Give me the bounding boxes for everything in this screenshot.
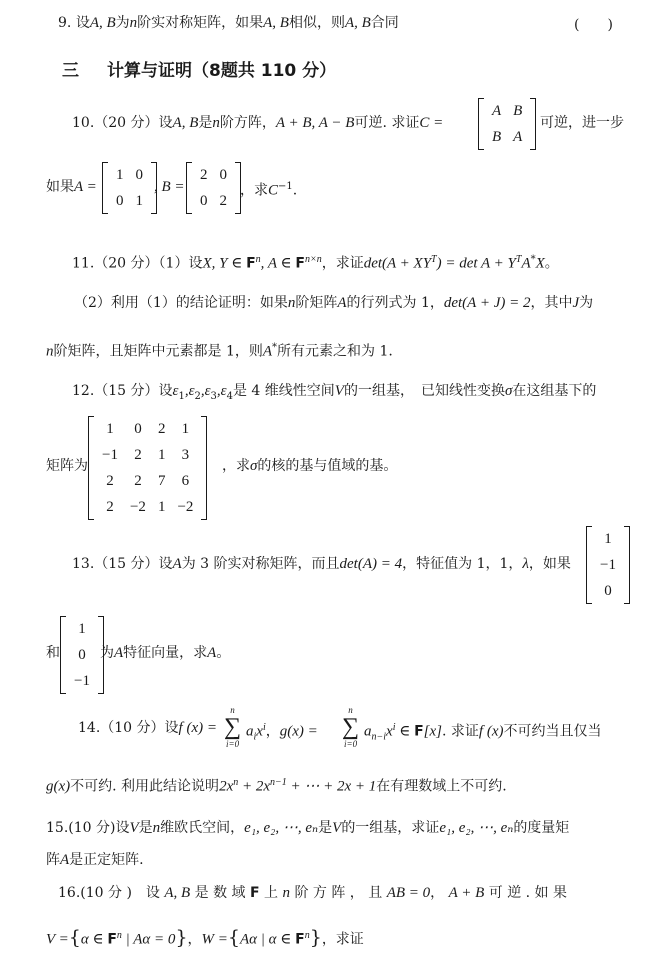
matrix-cell: B bbox=[513, 102, 523, 119]
matrix-cell: 1 bbox=[157, 446, 166, 463]
section-heading bbox=[62, 56, 336, 81]
matrix-cell: −2 bbox=[177, 498, 194, 515]
matrix-cell: 2 bbox=[134, 446, 142, 463]
matrix-cell: 0 bbox=[116, 192, 124, 209]
q13-vector-1 bbox=[586, 526, 630, 604]
matrix-cell: 6 bbox=[181, 472, 190, 489]
q10-line-1: 10.（20 分）设A, B是n阶方阵，A + B, A − B可逆. 求证C = bbox=[72, 115, 444, 131]
matrix-cell: 7 bbox=[157, 472, 166, 489]
q9-answer-blank[interactable]: ( ) bbox=[574, 17, 613, 33]
matrix-cell: 2 bbox=[106, 472, 114, 489]
matrix-cell: 0 bbox=[200, 192, 208, 209]
q10-number: 10. bbox=[72, 115, 95, 131]
matrix-cell: 2 bbox=[200, 166, 208, 183]
matrix-cell: −2 bbox=[129, 498, 146, 515]
q11-number: 11. bbox=[72, 255, 95, 272]
matrix-cell: 0 bbox=[219, 166, 227, 183]
q13-number: 13. bbox=[72, 556, 95, 572]
q16-number: 16. bbox=[58, 885, 81, 901]
q9-number: 9. bbox=[58, 15, 72, 31]
matrix-cell: 1 bbox=[135, 192, 143, 209]
q13-line-1: 13.（15 分）设A为 3 阶实对称矩阵，而且det(A) = 4，特征值为 1，1，λ，如果 bbox=[72, 556, 571, 572]
q12-matrix bbox=[88, 416, 207, 520]
q10-matrix-a bbox=[102, 162, 157, 214]
matrix-cell: 2 bbox=[106, 498, 114, 515]
matrix-cell: 2 bbox=[134, 472, 142, 489]
q12-number: 12. bbox=[72, 383, 95, 399]
matrix-cell: A bbox=[513, 128, 523, 145]
matrix-cell: 2 bbox=[157, 420, 166, 437]
q10-matrix-b bbox=[186, 162, 241, 214]
q11-line-1: 11.（20 分）（1）设X, Y ∈ $F^n$, A ∈ $F^{n\times n}$，求证$\det(A + XY^T) = \det A + Y^TA^*X$。 bbox=[72, 254, 559, 272]
matrix-cell: 1 bbox=[116, 166, 124, 183]
q16-line-2: V ={α ∈ $F^n$ | Aα = 0}，W ={Aα | α ∈ $F^n$}，求证 bbox=[46, 926, 364, 949]
q14-number: 14. bbox=[78, 720, 101, 736]
q13-vector-2 bbox=[60, 616, 104, 694]
section-number: 三 bbox=[62, 61, 79, 81]
matrix-cell: 1 bbox=[157, 498, 166, 515]
q12-line-1: 12.（15 分）设$\varepsilon_1,\varepsilon_2,\varepsilon_3,\varepsilon_4$是 4 维线性空间V的一组基， 已知线性变换σ在这组基下的 bbox=[72, 383, 597, 402]
matrix-cell: 1 bbox=[604, 530, 612, 547]
q10-matrix-c bbox=[478, 98, 536, 150]
matrix-cell: −1 bbox=[74, 672, 90, 689]
q15-line-1: 15.(10 分)设V是n维欧氏空间，e₁, e₂, ⋯, eₙ是V的一组基，求证e₁, e₂, ⋯, eₙ的度量矩 bbox=[46, 820, 570, 836]
matrix-cell: B bbox=[492, 128, 502, 145]
matrix-cell: A bbox=[492, 102, 502, 119]
matrix-cell: 0 bbox=[134, 420, 142, 437]
q11-line-3: n阶矩阵，且矩阵中元素都是 1，则A*所有元素之和为 1. bbox=[46, 342, 393, 360]
matrix-cell: 1 bbox=[181, 420, 190, 437]
matrix-cell: 0 bbox=[135, 166, 143, 183]
matrix-cell: 2 bbox=[219, 192, 227, 209]
matrix-cell: 3 bbox=[181, 446, 190, 463]
matrix-cell: 1 bbox=[106, 420, 114, 437]
matrix-cell: −1 bbox=[102, 446, 118, 463]
q15-line-2: 阵A是正定矩阵. bbox=[46, 852, 144, 868]
matrix-cell: 0 bbox=[78, 646, 86, 663]
matrix-cell: 1 bbox=[78, 620, 86, 637]
q16-line-1: 16.(10 分 ) 设 A, B 是 数 域 F 上 n 阶 方 阵 ， 且 AB = 0， A + B 可 逆 . 如 果 bbox=[58, 885, 568, 901]
q10-line-2: 如果A = bbox=[46, 179, 97, 195]
q14-line-2: g(x)不可约. 利用此结论说明$2x^n + 2x^{n-1}$ + ⋯ + 2x + 1在有理数域上不可约. bbox=[46, 777, 507, 795]
matrix-cell: 0 bbox=[604, 582, 612, 599]
matrix-cell: −1 bbox=[600, 556, 616, 573]
q14-sum-1: n ∑ i=0 bbox=[224, 705, 242, 749]
q14-sum-2: n ∑ i=0 bbox=[342, 705, 360, 749]
q11-line-2: （2）利用（1）的结论证明：如果n阶矩阵A的行列式为 1，det(A + J) = 2，其中J为 bbox=[74, 295, 594, 311]
q14-line-1: 14.（10 分）设f (x) = bbox=[78, 720, 217, 736]
q10-line-1-end: 可逆，进一步 bbox=[540, 115, 624, 131]
section-title: 计算与证明（8题共 110 分） bbox=[107, 61, 337, 81]
q15-number: 15. bbox=[46, 820, 69, 836]
q9-line: 9. 设A, B为n阶实对称矩阵，如果A, B相似，则A, B合同 bbox=[58, 15, 399, 31]
